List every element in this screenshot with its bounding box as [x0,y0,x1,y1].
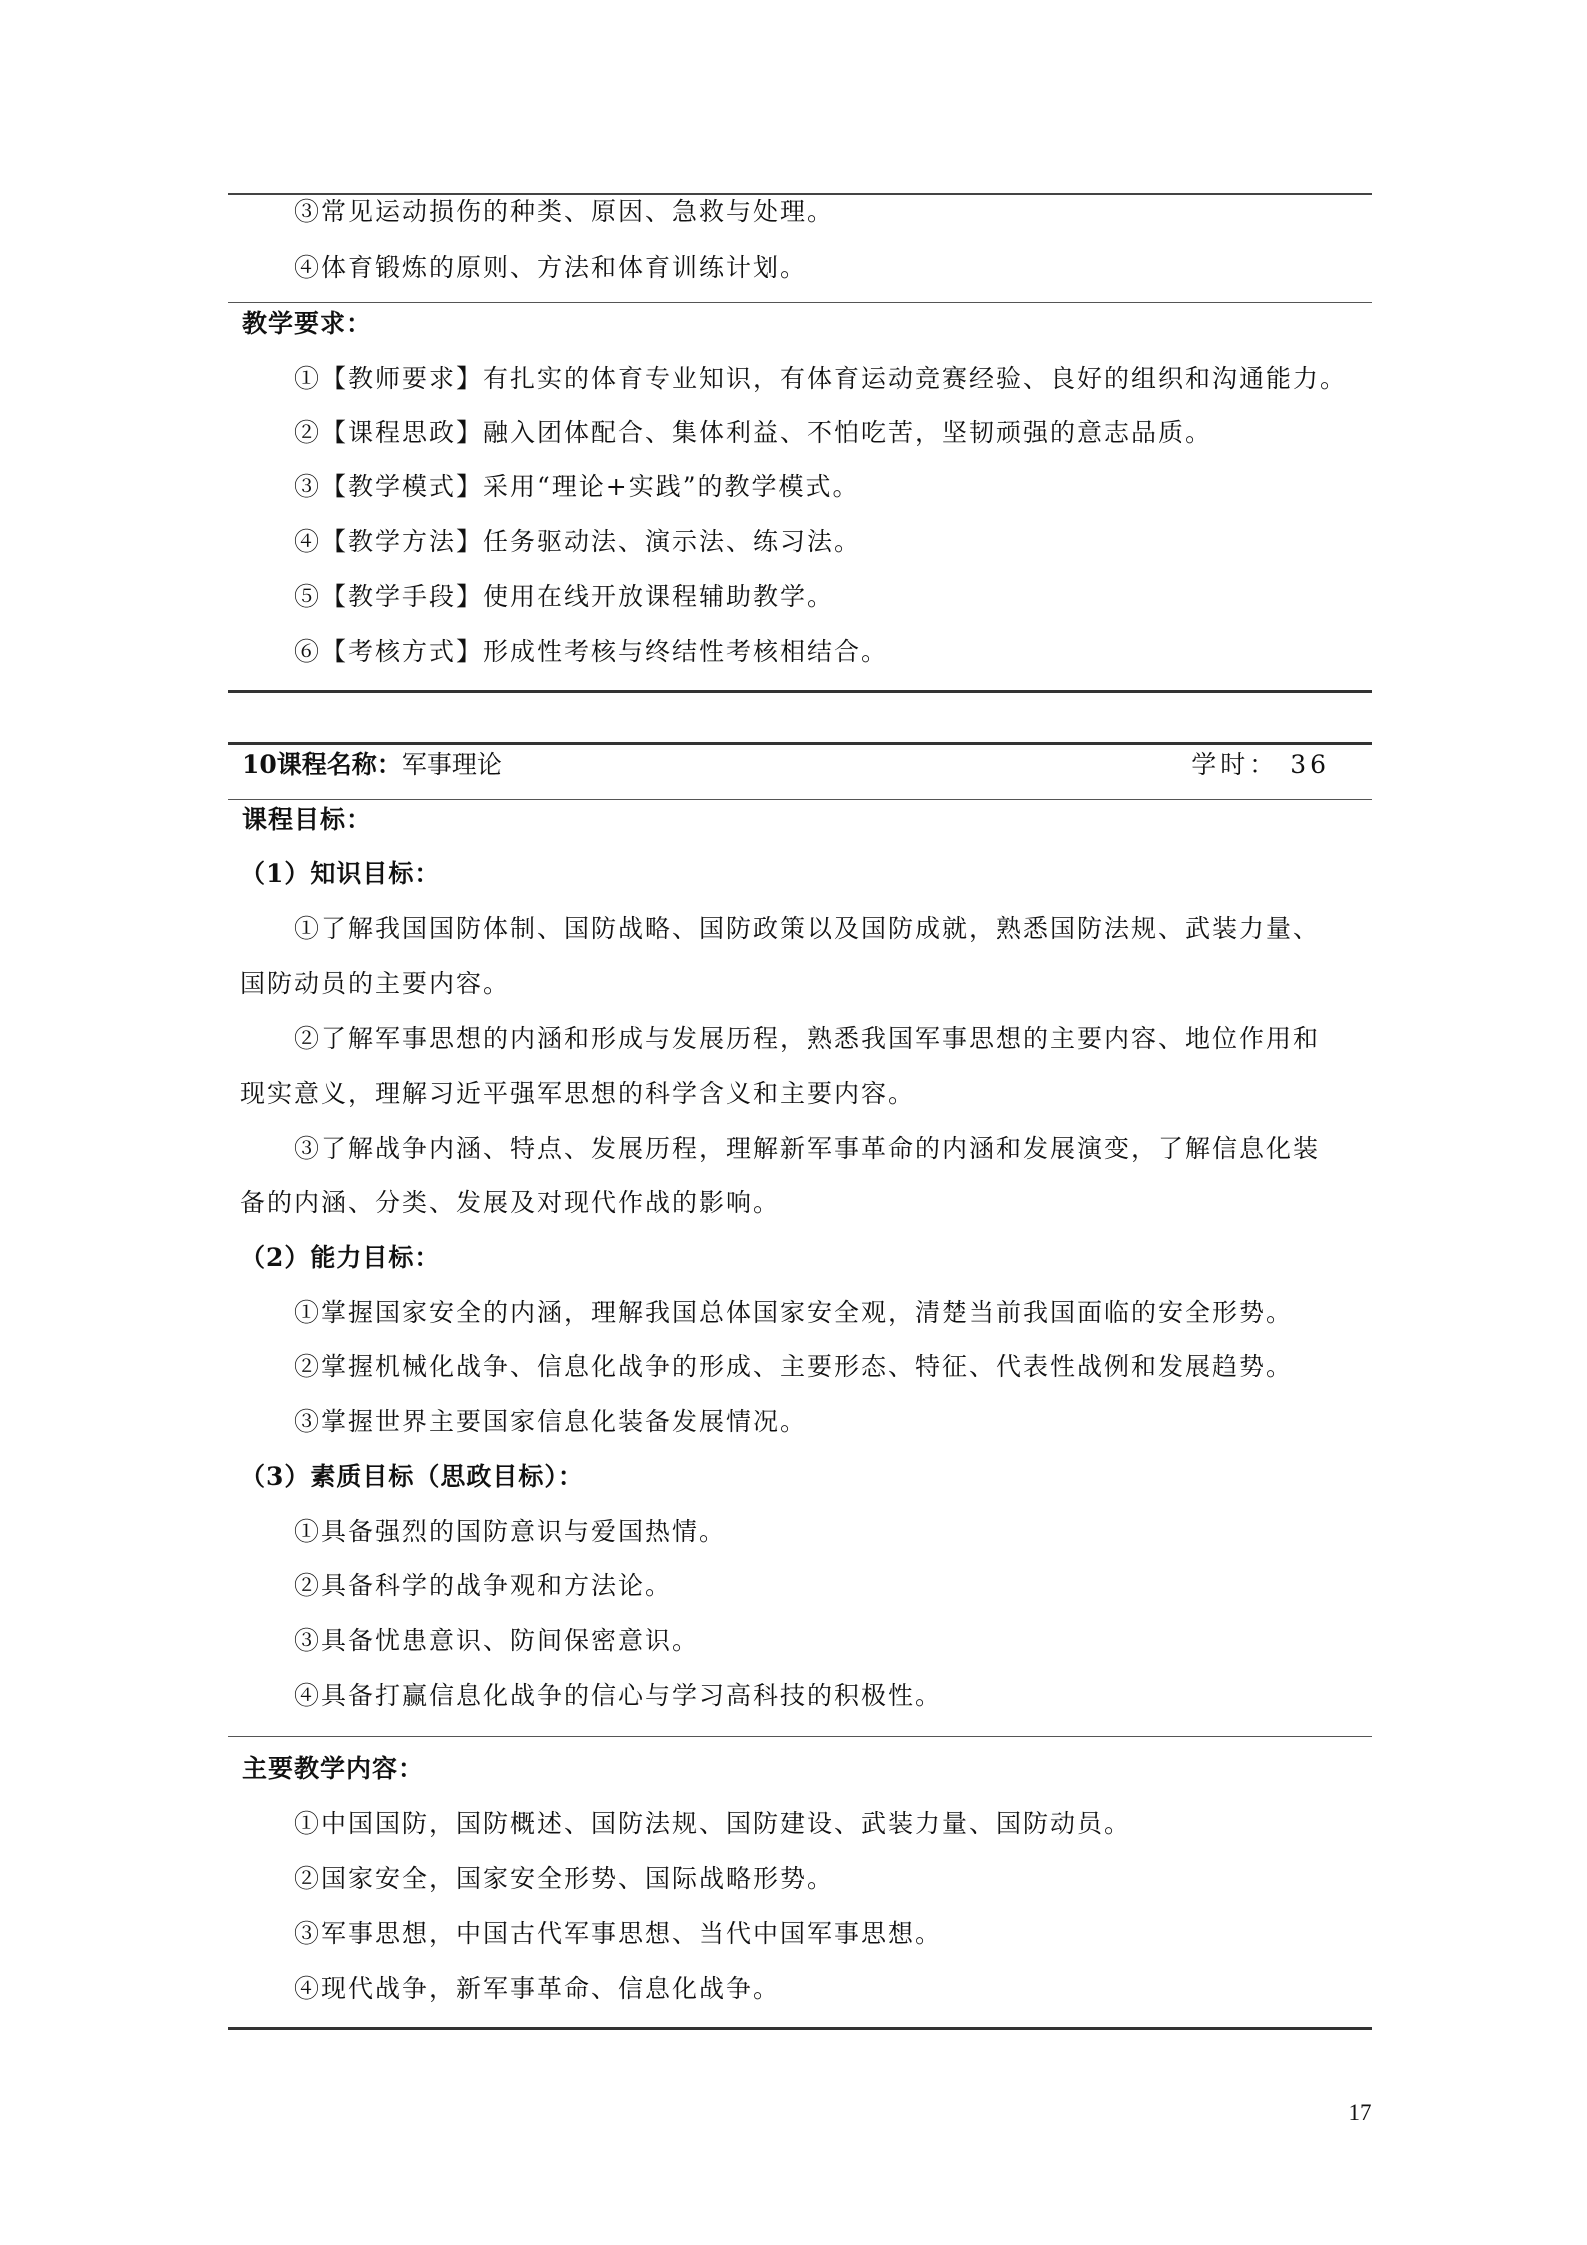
teaching-content-item: ③军事思想，中国古代军事思想、当代中国军事思想。 [294,1919,943,1948]
ability-heading: （2）能力目标： [240,1243,441,1272]
knowledge-text: 现实意义，理解习近平强军思想的科学含义和主要内容。 [240,1079,916,1108]
teaching-content-item: ②国家安全，国家安全形势、国际战略形势。 [294,1864,835,1893]
objectives-heading: 课程目标： [242,805,373,834]
quality-heading: （3）素质目标（思政目标）： [240,1462,584,1491]
section-divider [228,1736,1372,1737]
content-item: ③常见运动损伤的种类、原因、急救与处理。 [294,197,835,226]
quality-item: ④具备打赢信息化战争的信心与学习高科技的积极性。 [294,1681,943,1710]
teaching-content-item: ①中国国防，国防概述、国防法规、国防建设、武装力量、国防动员。 [294,1809,1132,1838]
course-hours [1191,747,1330,783]
requirement-item: ⑤【教学手段】使用在线开放课程辅助教学。 [294,582,835,611]
knowledge-text: ①了解我国国防体制、国防战略、国防政策以及国防成就，熟悉国防法规、武装力量、 [294,914,1321,943]
course-title-row [242,747,1358,783]
hours-label: 学时： [1191,750,1279,779]
requirement-item: ④【教学方法】任务驱动法、演示法、练习法。 [294,527,862,556]
course-name [242,747,502,783]
ability-item: ①掌握国家安全的内涵，理解我国总体国家安全观，清楚当前我国面临的安全形势。 [294,1298,1294,1327]
table-top-rule [228,742,1372,745]
section-divider [228,799,1372,800]
requirement-item: ⑥【考核方式】形成性考核与终结性考核相结合。 [294,637,889,666]
knowledge-text: 国防动员的主要内容。 [240,969,511,998]
knowledge-text: ③了解战争内涵、特点、发展历程，理解新军事革命的内涵和发展演变，了解信息化装 [294,1134,1321,1163]
quality-item: ③具备忧患意识、防间保密意识。 [294,1626,700,1655]
quality-item: ①具备强烈的国防意识与爱国热情。 [294,1517,727,1546]
hours-value: 36 [1290,750,1330,779]
quality-item: ②具备科学的战争观和方法论。 [294,1571,673,1600]
table-bottom-rule [228,690,1372,693]
knowledge-heading: （1）知识目标： [240,859,441,888]
teaching-content-item: ④现代战争，新军事革命、信息化战争。 [294,1974,781,2003]
requirement-item: ①【教师要求】有扎实的体育专业知识，有体育运动竞赛经验、良好的组织和沟通能力。 [294,364,1348,393]
knowledge-text: ②了解军事思想的内涵和形成与发展历程，熟悉我国军事思想的主要内容、地位作用和 [294,1024,1321,1053]
page-number: 17 [1348,2100,1372,2125]
requirements-heading: 教学要求： [242,309,373,338]
requirement-item: ②【课程思政】融入团体配合、集体利益、不怕吃苦，坚韧顽强的意志品质。 [294,418,1213,447]
course-name-value: 军事理论 [401,750,502,779]
course-number: 10 [242,750,277,779]
table-bottom-rule [228,2027,1372,2030]
teaching-content-heading: 主要教学内容： [242,1754,425,1783]
requirement-item: ③【教学模式】采用“理论+实践”的教学模式。 [294,472,860,501]
content-item: ④体育锻炼的原则、方法和体育训练计划。 [294,253,808,282]
course-name-label: 课程名称： [276,750,402,779]
ability-item: ②掌握机械化战争、信息化战争的形成、主要形态、特征、代表性战例和发展趋势。 [294,1352,1294,1381]
ability-item: ③掌握世界主要国家信息化装备发展情况。 [294,1407,808,1436]
knowledge-text: 备的内涵、分类、发展及对现代作战的影响。 [240,1188,781,1217]
section-divider [228,302,1372,303]
